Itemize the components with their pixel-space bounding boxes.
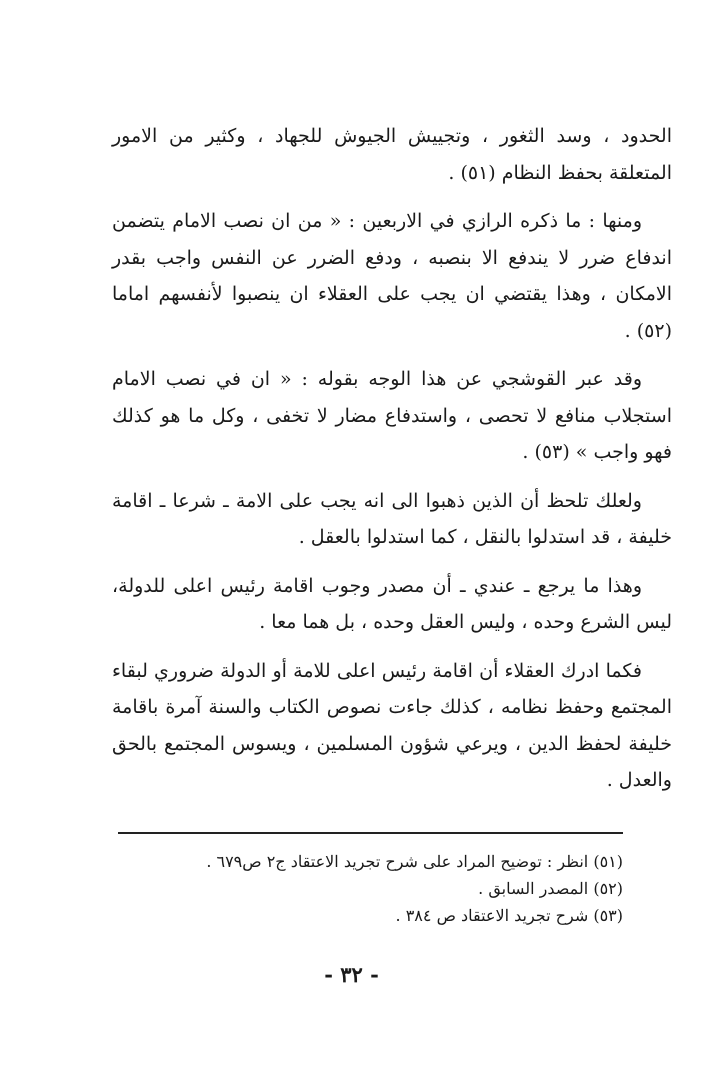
paragraph-razi-quote: ومنها : ما ذكره الرازي في الاربعين : « من ان نصب الامام يتضمن اندفاع ضرر لا يندفع الا بنصبه ، ودفع الضرر عن النفس واجب بقدر الامكان ، وهذا يقتضي ان يجب على العقلاء ان ينصبوا لأنفسهم اماما (٥٢) .: [112, 210, 672, 342]
footnote-52: (٥٢) المصدر السابق .: [478, 879, 623, 898]
paragraph-source-of-obligation: وهذا ما يرجع ـ عندي ـ أن مصدر وجوب اقامة رئيس اعلى للدولة، ليس الشرع وحده ، وليس العقل وحده ، بل هما معا .: [112, 574, 672, 633]
page-number: - ٣٢ -: [324, 962, 379, 987]
paragraph-naql-aql: ولعلك تلحظ أن الذين ذهبوا الى انه يجب على الامة ـ شرعا ـ اقامة خليفة ، قد استدلوا بالنقل ، كما استدلوا بالعقل .: [112, 489, 672, 548]
paragraph-qushji-quote: وقد عبر القوشجي عن هذا الوجه بقوله : « ان في نصب الامام استجلاب منافع لا تحصى ، واستدفاع مضار لا تخفى ، وكل ما هو كذلك فهو واجب » (٥٣) .: [112, 368, 672, 463]
body-text: [112, 118, 672, 799]
footnote-51: (٥١) انظر : توضيح المراد على شرح تجريد الاعتقاد ج٢ ص٦٧٩ .: [206, 852, 623, 871]
footnote-separator: [118, 832, 623, 834]
paragraph-conclusion: فكما ادرك العقلاء أن اقامة رئيس اعلى للامة أو الدولة ضروري لبقاء المجتمع وحفظ نظامه ، كذلك جاءت نصوص الكتاب والسنة آمرة باقامة خليفة لحفظ الدين ، ويرعي شؤون المسلمين ، ويسوس المجتمع بالحق والعدل .: [112, 659, 672, 791]
paragraph-continuation: الحدود ، وسد الثغور ، وتجييش الجيوش للجهاد ، وكثير من الامور المتعلقة بحفظ النظام (٥١) .: [112, 125, 672, 184]
footnote-53: (٥٣) شرح تجريد الاعتقاد ص ٣٨٤ .: [395, 906, 623, 925]
footnotes: [118, 848, 623, 929]
